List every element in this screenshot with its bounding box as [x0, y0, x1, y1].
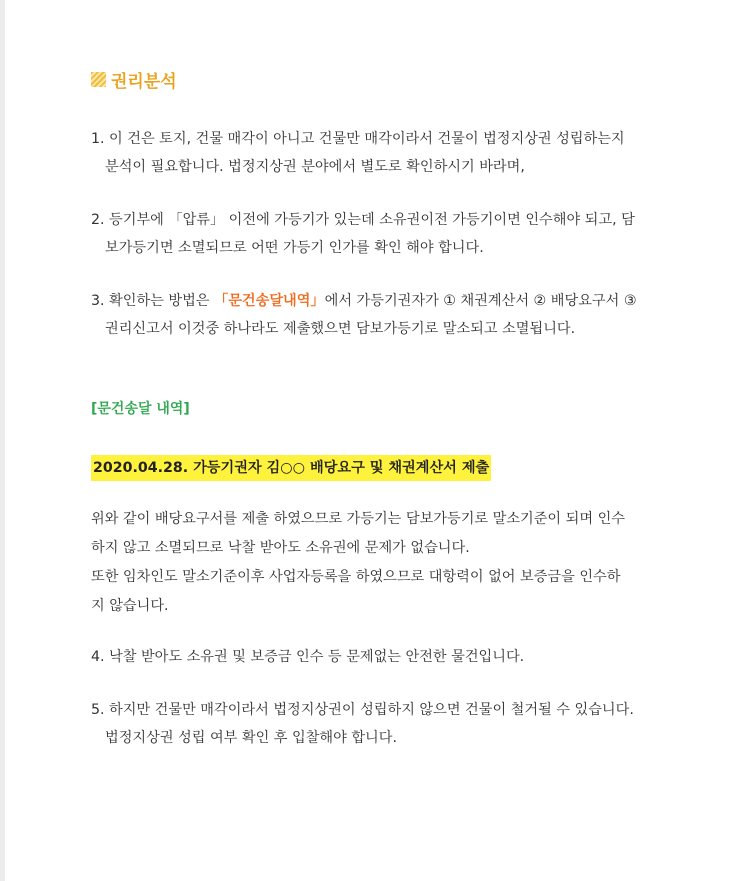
explanation-line-4: 지 않습니다. [91, 598, 169, 614]
analysis-item-2-line-1: 2. 등기부에 「압류」 이전에 가등기가 있는데 소유권이전 가등기이면 인수해야 되고, 담 [91, 212, 635, 228]
explanation-line-1: 위와 같이 배당요구서를 제출 하였으므로 가등기는 담보가등기로 말소기준이 되며 인수 [91, 511, 625, 527]
analysis-item-5-line-2: 법정지상권 성립 여부 확인 후 입찰해야 합니다. [105, 730, 397, 746]
analysis-item-3-prefix: 3. 확인하는 방법은 [91, 293, 215, 309]
explanation-paragraph [91, 505, 625, 621]
analysis-item-5-line-1: 5. 하지만 건물만 매각이라서 법정지상권이 성립하지 않으면 건물이 철거될 수 있습니다. [91, 702, 634, 718]
analysis-item-4 [91, 643, 666, 671]
analysis-item-3-suffix: 에서 가등기권자가 ① 채권계산서 ② 배당요구서 ③ [324, 293, 637, 309]
analysis-item-1-line-2: 분석이 필요합니다. 법정지상권 분야에서 별도로 확인하시기 바라며, [105, 159, 525, 175]
section-heading-title: 권리분석 [111, 72, 177, 92]
analysis-item-3 [91, 287, 666, 343]
page-left-border [0, 0, 5, 881]
analysis-item-1 [91, 125, 666, 181]
document-delivery-highlight: 「문건송달내역」 [214, 293, 325, 309]
explanation-line-3: 또한 임차인도 말소기준이후 사업자등록을 하였으므로 대항력이 없어 보증금을 인수하 [91, 569, 621, 585]
delivery-record-highlight: 2020.04.28. 가등기권자 김○○ 배당요구 및 채권계산서 제출 [91, 455, 491, 481]
analysis-item-3-line-1 [91, 287, 666, 315]
section-heading [91, 67, 177, 92]
analysis-item-4-line-1: 4. 낙찰 받아도 소유권 및 보증금 인수 등 문제없는 안전한 물건입니다. [91, 649, 525, 665]
analysis-item-2-line-2: 보가등기면 소멸되므로 어떤 가등기 인가를 확인 해야 합니다. [105, 240, 484, 256]
analysis-item-3-line-2: 권리신고서 이것중 하나라도 제출했으면 담보가등기로 말소되고 소멸됩니다. [105, 321, 576, 337]
explanation-line-2: 하지 않고 소멸되므로 낙찰 받아도 소유권에 문제가 없습니다. [91, 540, 470, 556]
document-delivery-label: [문건송달 내역] [91, 401, 190, 417]
analysis-item-2 [91, 206, 666, 262]
analysis-item-5 [91, 696, 666, 752]
hatch-square-icon [91, 72, 106, 87]
analysis-item-1-line-1: 1. 이 건은 토지, 건물 매각이 아니고 건물만 매각이라서 건물이 법정지상권 성립하는지 [91, 131, 625, 147]
